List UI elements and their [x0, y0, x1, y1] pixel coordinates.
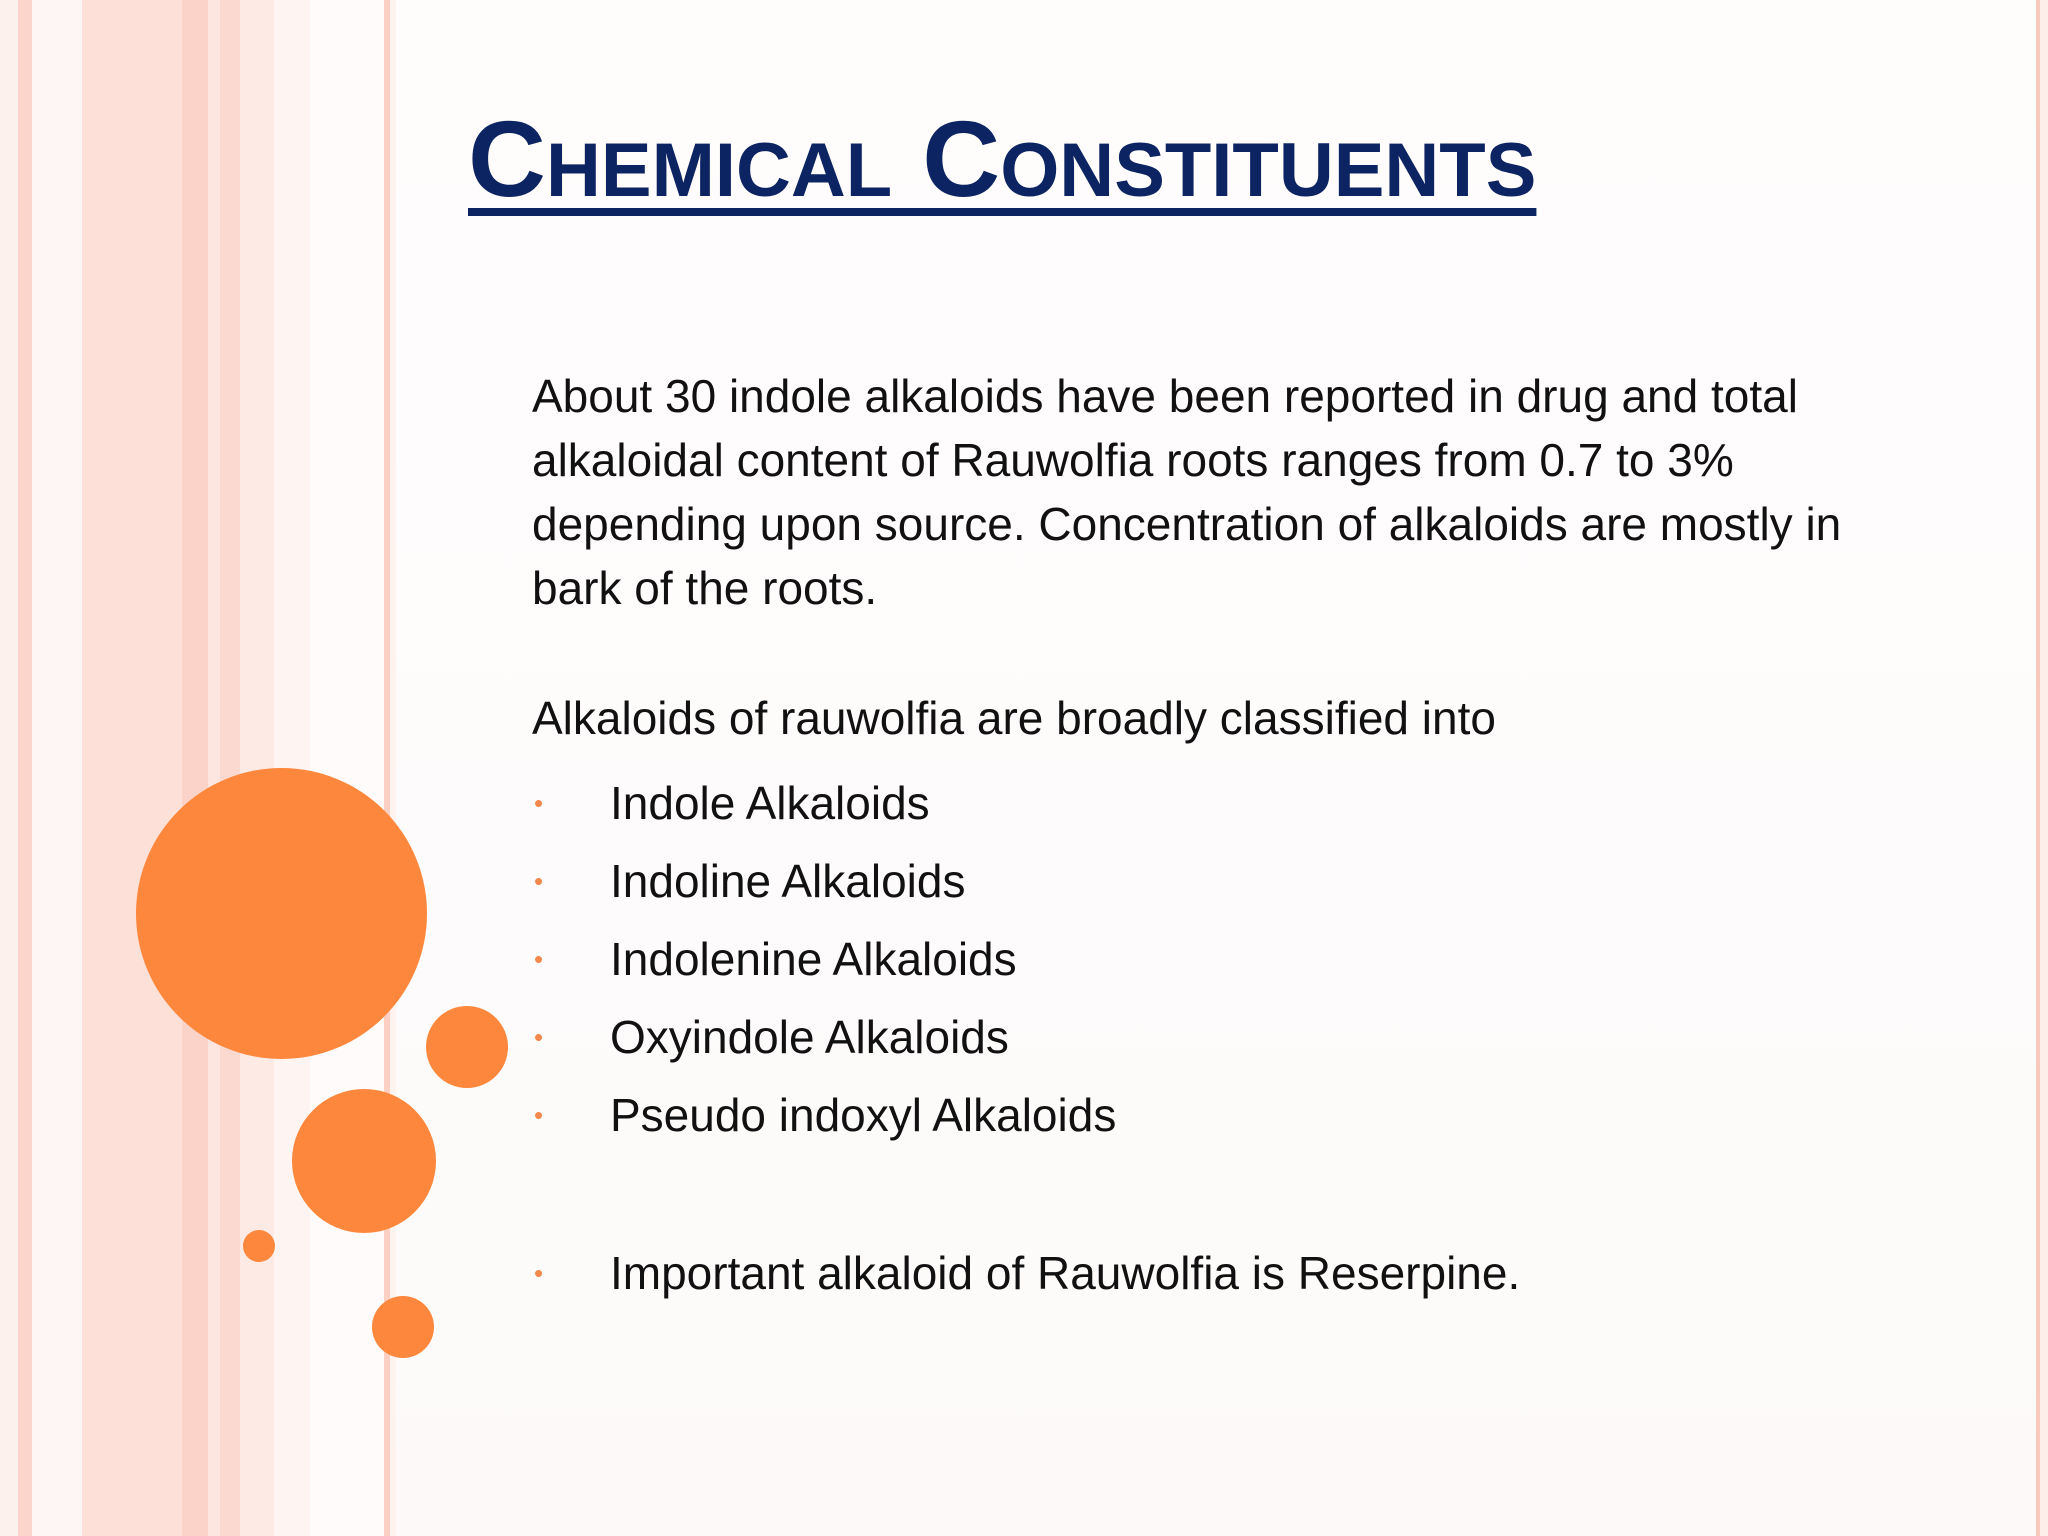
- decor-stripe: [18, 0, 32, 1536]
- list-item: [532, 842, 1852, 920]
- list-item-text: Important alkaloid of Rauwolfia is Reserpine.: [610, 1247, 1521, 1299]
- bullet-marker: •: [534, 944, 544, 974]
- bullet-marker: •: [534, 1100, 544, 1130]
- decor-circle: [292, 1089, 436, 1233]
- list-item-important: [532, 1234, 1852, 1312]
- decor-stripe-right: [2040, 0, 2048, 1536]
- classification-intro: Alkaloids of rauwolfia are broadly classified into: [532, 692, 1496, 744]
- decor-circle-large: [136, 768, 427, 1059]
- decor-circle-small: [243, 1230, 275, 1262]
- decor-stripe: [208, 0, 220, 1536]
- bullet-marker: •: [534, 788, 544, 818]
- list-item: [532, 920, 1852, 998]
- bullet-marker: •: [534, 1022, 544, 1052]
- bullet-list: [532, 764, 1852, 1312]
- intro-paragraph: About 30 indole alkaloids have been reported in drug and total alkaloidal content of Rauwolfia roots ranges from 0.7 to 3% depending upon source. Concentration of alkaloids are mostly in bark of the roots.: [532, 370, 1842, 614]
- list-item-text: Indolenine Alkaloids: [610, 933, 1017, 985]
- list-item-text: Pseudo indoxyl Alkaloids: [610, 1089, 1117, 1141]
- decor-stripe: [220, 0, 240, 1536]
- list-item: [532, 998, 1852, 1076]
- bullet-marker: •: [534, 1258, 544, 1288]
- list-item-text: Oxyindole Alkaloids: [610, 1011, 1009, 1063]
- decor-stripe: [32, 0, 82, 1536]
- list-item-text: Indole Alkaloids: [610, 777, 930, 829]
- bullet-marker: •: [534, 866, 544, 896]
- slide-title: Chemical Constituents: [468, 98, 1537, 219]
- decor-circle: [426, 1006, 508, 1088]
- decor-circle-small: [372, 1296, 434, 1358]
- decor-stripe: [0, 0, 18, 1536]
- list-item: [532, 1076, 1852, 1154]
- decor-stripe: [310, 0, 386, 1536]
- decor-stripe: [182, 0, 208, 1536]
- slide-body: [532, 364, 1852, 1312]
- list-item-text: Indoline Alkaloids: [610, 855, 966, 907]
- list-item: [532, 764, 1852, 842]
- decor-stripe: [82, 0, 182, 1536]
